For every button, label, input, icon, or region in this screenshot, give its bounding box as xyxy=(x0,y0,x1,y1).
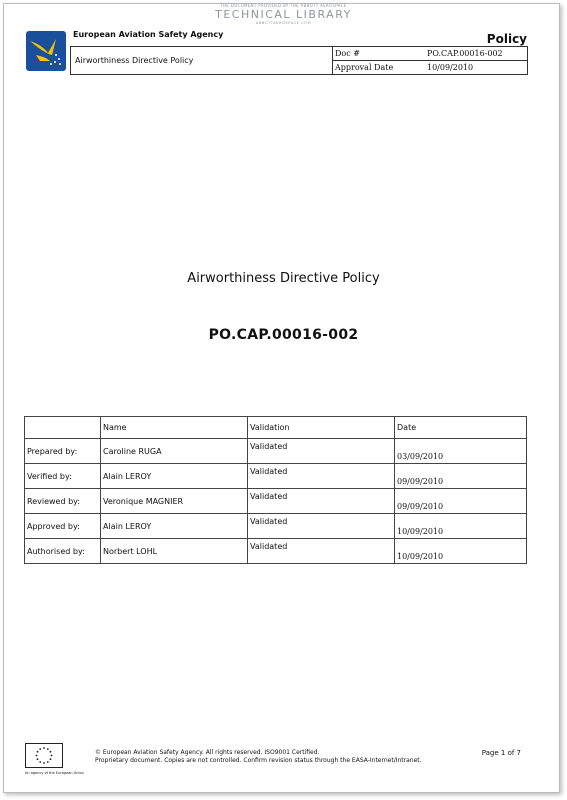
easa-logo-icon xyxy=(26,31,66,71)
approval-table xyxy=(24,416,527,564)
table-row xyxy=(25,439,527,464)
eu-agency-caption: An agency of the European Union xyxy=(25,771,84,775)
document-number: PO.CAP.00016-002 xyxy=(208,327,359,343)
row-validation: Validated xyxy=(248,539,395,564)
row-name: Caroline RUGA xyxy=(101,439,248,464)
watermark xyxy=(0,3,567,26)
table-row xyxy=(25,489,527,514)
table-header-role xyxy=(25,417,101,439)
approval-date-label: Approval Date xyxy=(335,63,394,72)
footer-line-2: Proprietary document. Copies are not controlled. Confirm revision status through the EASA-Internet/Intranet. xyxy=(95,757,422,764)
table-header-validation: Validation xyxy=(248,417,395,439)
header-table xyxy=(70,46,528,75)
table-row xyxy=(25,464,527,489)
table-row xyxy=(25,539,527,564)
row-date: 10/09/2010 xyxy=(395,514,527,539)
row-validation: Validated xyxy=(248,489,395,514)
footer-line-1: © European Aviation Safety Agency. All rights reserved. ISO9001 Certified. xyxy=(95,749,320,756)
approval-date-value: 10/09/2010 xyxy=(427,63,474,72)
doc-number-value: PO.CAP.00016-002 xyxy=(427,49,503,58)
row-role: Reviewed by: xyxy=(25,489,101,514)
row-date: 09/09/2010 xyxy=(395,464,527,489)
row-date: 10/09/2010 xyxy=(395,539,527,564)
row-role: Approved by: xyxy=(25,514,101,539)
policy-label: Policy xyxy=(486,32,527,46)
table-header-row xyxy=(25,417,527,439)
table-header-date: Date xyxy=(395,417,527,439)
row-role: Verified by: xyxy=(25,464,101,489)
row-name: Norbert LOHL xyxy=(101,539,248,564)
page-title: Airworthiness Directive Policy xyxy=(187,271,380,286)
row-validation: Validated xyxy=(248,464,395,489)
header-meta-cell xyxy=(333,47,528,75)
watermark-top-line: THE DOCUMENT PROVIDED BY THE ABBOTT AEROSPACE xyxy=(220,3,347,8)
row-name: Veronique MAGNIER xyxy=(101,489,248,514)
watermark-main-line: TECHNICAL LIBRARY xyxy=(215,8,352,21)
table-row xyxy=(25,514,527,539)
row-name: Alain LEROY xyxy=(101,514,248,539)
row-validation: Validated xyxy=(248,514,395,539)
watermark-sub-line: ABBOTTAEROSPACE.COM xyxy=(255,21,312,25)
row-role: Authorised by: xyxy=(25,539,101,564)
row-name: Alain LEROY xyxy=(101,464,248,489)
row-date: 09/09/2010 xyxy=(395,489,527,514)
row-date: 03/09/2010 xyxy=(395,439,527,464)
document-page xyxy=(3,3,560,793)
table-header-name: Name xyxy=(101,417,248,439)
agency-name: European Aviation Safety Agency xyxy=(73,30,224,39)
doc-number-label: Doc # xyxy=(335,49,360,58)
eu-flag-icon xyxy=(25,743,63,768)
row-validation: Validated xyxy=(248,439,395,464)
footer-copyright xyxy=(95,749,422,765)
header-document-title: Airworthiness Directive Policy xyxy=(71,47,333,75)
page-number: Page 1 of 7 xyxy=(481,749,521,757)
row-role: Prepared by: xyxy=(25,439,101,464)
